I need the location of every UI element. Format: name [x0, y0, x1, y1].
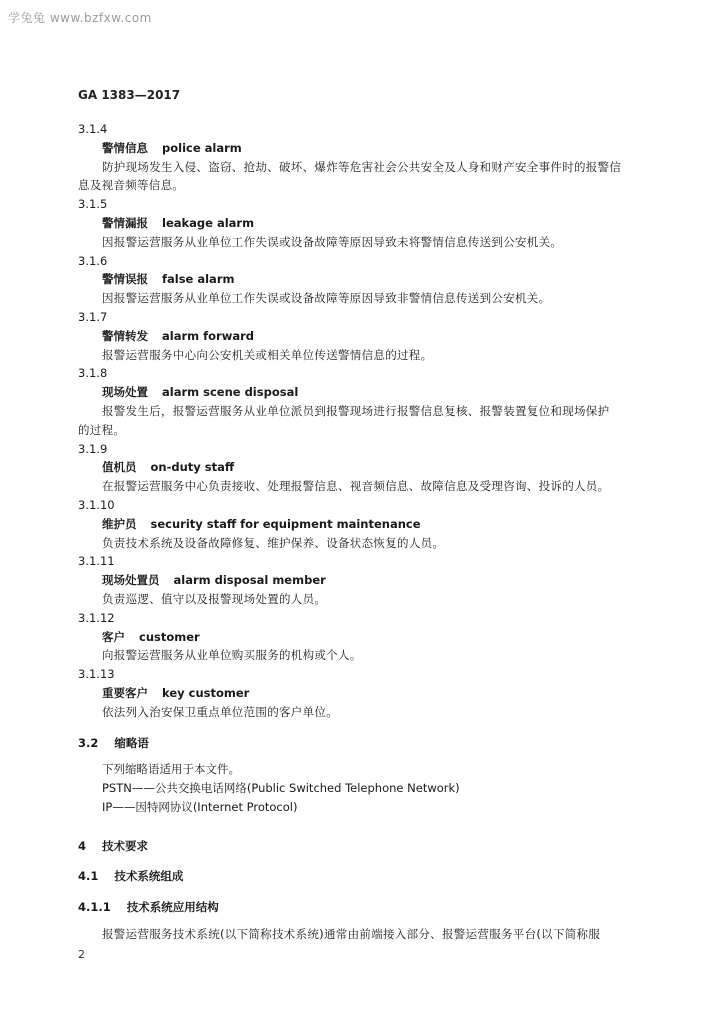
section-title: 技术系统组成 — [114, 869, 184, 884]
clause-number: 3.1.11 — [78, 554, 115, 569]
term-definition: 负责技术系统及设备故障修复、维护保养、设备状态恢复的人员。 — [102, 535, 445, 550]
term-definition-cont: 的过程。 — [78, 422, 126, 437]
term-entry — [78, 496, 658, 552]
term-en: alarm disposal member — [173, 573, 326, 588]
section-title: 缩略语 — [114, 735, 149, 750]
term-heading — [78, 327, 658, 346]
clause-number: 3.1.10 — [78, 497, 115, 512]
term-zh: 警情误报 — [102, 272, 148, 287]
body-paragraph: 报警运营服务技术系统(以下简称技术系统)通常由前端接入部分、报警运营服务平台(以下简称服 — [102, 927, 601, 942]
term-entry — [78, 364, 658, 439]
clause-number: 3.1.7 — [78, 309, 108, 324]
term-heading — [78, 571, 658, 590]
clause-number: 3.1.12 — [78, 610, 115, 625]
section-number: 4 — [78, 838, 87, 853]
watermark-text: 学兔兔 www.bzfxw.com — [8, 11, 152, 25]
clause-number: 3.1.9 — [78, 441, 108, 456]
term-heading — [78, 684, 658, 703]
section-heading-4-1 — [78, 867, 658, 886]
term-entry — [78, 195, 658, 251]
term-heading — [78, 270, 658, 289]
term-entry — [78, 308, 658, 364]
standard-code-header: GA 1383—2017 — [78, 88, 181, 102]
term-en: on-duty staff — [150, 460, 235, 475]
term-heading — [78, 458, 658, 477]
term-zh: 客户 — [102, 629, 125, 644]
term-definition: 因报警运营服务从业单位工作失误或设备故障等原因导致未将警情信息传送到公安机关。 — [102, 234, 563, 249]
clause-number: 3.1.4 — [78, 122, 108, 136]
abbrev-item: IP——因特网协议(Internet Protocol) — [102, 799, 298, 814]
term-definition: 在报警运营服务中心负责接收、处理报警信息、视音频信息、故障信息及受理咨询、投诉的人员。 — [102, 479, 610, 494]
section-heading-4-1-1 — [78, 898, 658, 917]
section-number: 4.1.1 — [78, 900, 111, 915]
clause-number: 3.1.6 — [78, 253, 108, 268]
term-zh: 值机员 — [102, 460, 137, 475]
abbrev-intro: 下列缩略语适用于本文件。 — [102, 762, 240, 777]
term-entry — [78, 552, 658, 608]
section-heading-4 — [78, 837, 658, 856]
clause-number: 3.1.13 — [78, 667, 115, 682]
term-en: key customer — [162, 685, 250, 700]
term-definition-cont: 息及视音频等信息。 — [78, 178, 185, 193]
clause-number: 3.1.5 — [78, 197, 108, 212]
term-definition: 负责巡逻、值守以及报警现场处置的人员。 — [102, 591, 327, 606]
term-entry — [78, 440, 658, 496]
section-title: 技术系统应用结构 — [126, 900, 219, 915]
term-definition: 报警发生后，报警运营服务从业单位派员到报警现场进行报警信息复核、报警装置复位和现场保护 — [102, 403, 610, 418]
term-zh: 现场处置员 — [102, 573, 160, 588]
term-en: alarm scene disposal — [162, 385, 299, 400]
section-number: 3.2 — [78, 735, 99, 750]
term-entry — [78, 609, 658, 665]
term-en: police alarm — [162, 140, 242, 155]
document-body — [78, 120, 658, 944]
term-entry — [78, 252, 658, 308]
term-definition: 向报警运营服务从业单位购买服务的机构或个人。 — [102, 648, 362, 663]
term-zh: 重要客户 — [102, 685, 148, 700]
term-definition: 防护现场发生入侵、盗窃、抢劫、破坏、爆炸等危害社会公共安全及人身和财产安全事件时的报警信 — [102, 159, 622, 174]
term-definition: 报警运营服务中心向公安机关或相关单位传送警情信息的过程。 — [102, 347, 433, 362]
term-definition: 因报警运营服务从业单位工作失误或设备故障等原因导致非警情信息传送到公安机关。 — [102, 291, 551, 306]
section-number: 4.1 — [78, 869, 99, 884]
term-zh: 警情转发 — [102, 328, 148, 343]
term-heading — [78, 139, 658, 158]
page-number: 2 — [78, 948, 85, 961]
term-en: security staff for equipment maintenance — [150, 516, 421, 531]
term-entry — [78, 120, 658, 195]
term-en: leakage alarm — [162, 215, 255, 230]
term-heading — [78, 515, 658, 534]
section-heading-abbrev — [78, 734, 658, 753]
term-heading — [78, 628, 658, 647]
term-entry — [78, 665, 658, 721]
clause-number: 3.1.8 — [78, 366, 108, 381]
section-title: 技术要求 — [102, 838, 149, 853]
term-heading — [78, 383, 658, 402]
term-zh: 警情信息 — [102, 140, 148, 155]
term-en: false alarm — [162, 272, 235, 287]
term-zh: 警情漏报 — [102, 215, 148, 230]
abbrev-item: PSTN——公共交换电话网络(Public Switched Telephone Network) — [102, 781, 460, 796]
term-definition: 依法列入治安保卫重点单位范围的客户单位。 — [102, 704, 338, 719]
term-en: customer — [139, 629, 200, 644]
term-zh: 现场处置 — [102, 385, 148, 400]
term-en: alarm forward — [162, 328, 254, 343]
term-heading — [78, 214, 658, 233]
term-zh: 维护员 — [102, 516, 137, 531]
